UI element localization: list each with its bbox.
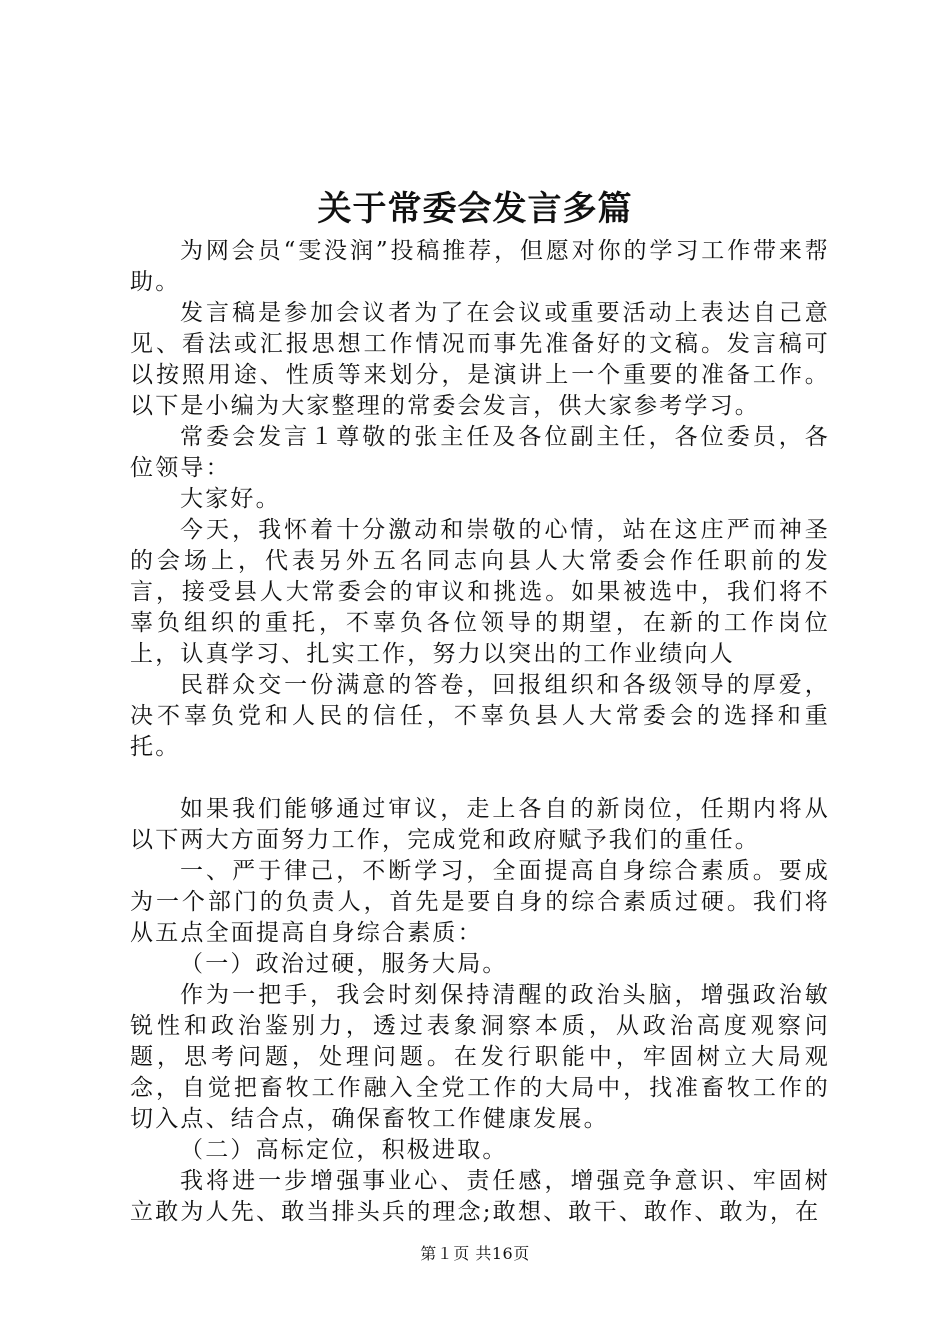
paragraph-today: 今天，我怀着十分激动和崇敬的心情，站在这庄严而神圣的会场上，代表另外五名同志向县人大常委会作任职前的发言，接受县人大常委会的审议和挑选。如果被选中，我们将不辜负组织的重托，不辜负各位领导的期望，在新的工作岗位上，认真学习、扎实工作，努力以突出的工作业绩向人 (130, 517, 830, 667)
document-title: 关于常委会发言多篇 (317, 189, 633, 229)
paragraph-masses: 民群众交一份满意的答卷，回报组织和各级领导的厚爱，决不辜负党和人民的信任，不辜负县人大常委会的选择和重托。 (130, 672, 830, 760)
paragraph-subheading-two: （二）高标定位，积极进取。 (180, 1137, 508, 1163)
paragraph-subheading-one: （一）政治过硬，服务大局。 (180, 951, 508, 977)
paragraph-ambition: 我将进一步增强事业心、责任感，增强竞争意识、牢固树立敢为人先、敢当排头兵的理念;敢想、敢干、敢作、敢为，在 (130, 1168, 830, 1225)
paragraph-salutation: 常委会发言１尊敬的张主任及各位副主任，各位委员，各位领导： (130, 424, 830, 481)
paragraph-greeting: 大家好。 (180, 486, 281, 512)
paragraph-intro: 为网会员“雯没润”投稿推荐，但愿对你的学习工作带来帮助。 (130, 238, 830, 295)
paragraph-political: 作为一把手，我会时刻保持清醒的政治头脑，增强政治敏锐性和政治鉴别力，透过表象洞察本质，从政治高度观察问题，思考问题，处理问题。在发行职能中，牢固树立大局观念，自觉把畜牧工作融入全党工作的大局中，找准畜牧工作的切入点、结合点，确保畜牧工作健康发展。 (130, 982, 830, 1132)
paragraph-if-approved: 如果我们能够通过审议，走上各自的新岗位，任期内将从以下两大方面努力工作，完成党和政府赋予我们的重任。 (130, 796, 830, 853)
document-body (130, 236, 830, 1228)
paragraph-definition: 发言稿是参加会议者为了在会议或重要活动上表达自己意见、看法或汇报思想工作情况而事先准备好的文稿。发言稿可以按照用途、性质等来划分，是演讲上一个重要的准备工作。以下是小编为大家整理的常委会发言，供大家参考学习。 (130, 300, 830, 419)
page-footer: 第１页 共16页 (420, 1244, 530, 1263)
paragraph-section-one: 一、严于律己，不断学习，全面提高自身综合素质。要成为一个部门的负责人，首先是要自身的综合素质过硬。我们将从五点全面提高自身综合素质： (130, 858, 830, 946)
